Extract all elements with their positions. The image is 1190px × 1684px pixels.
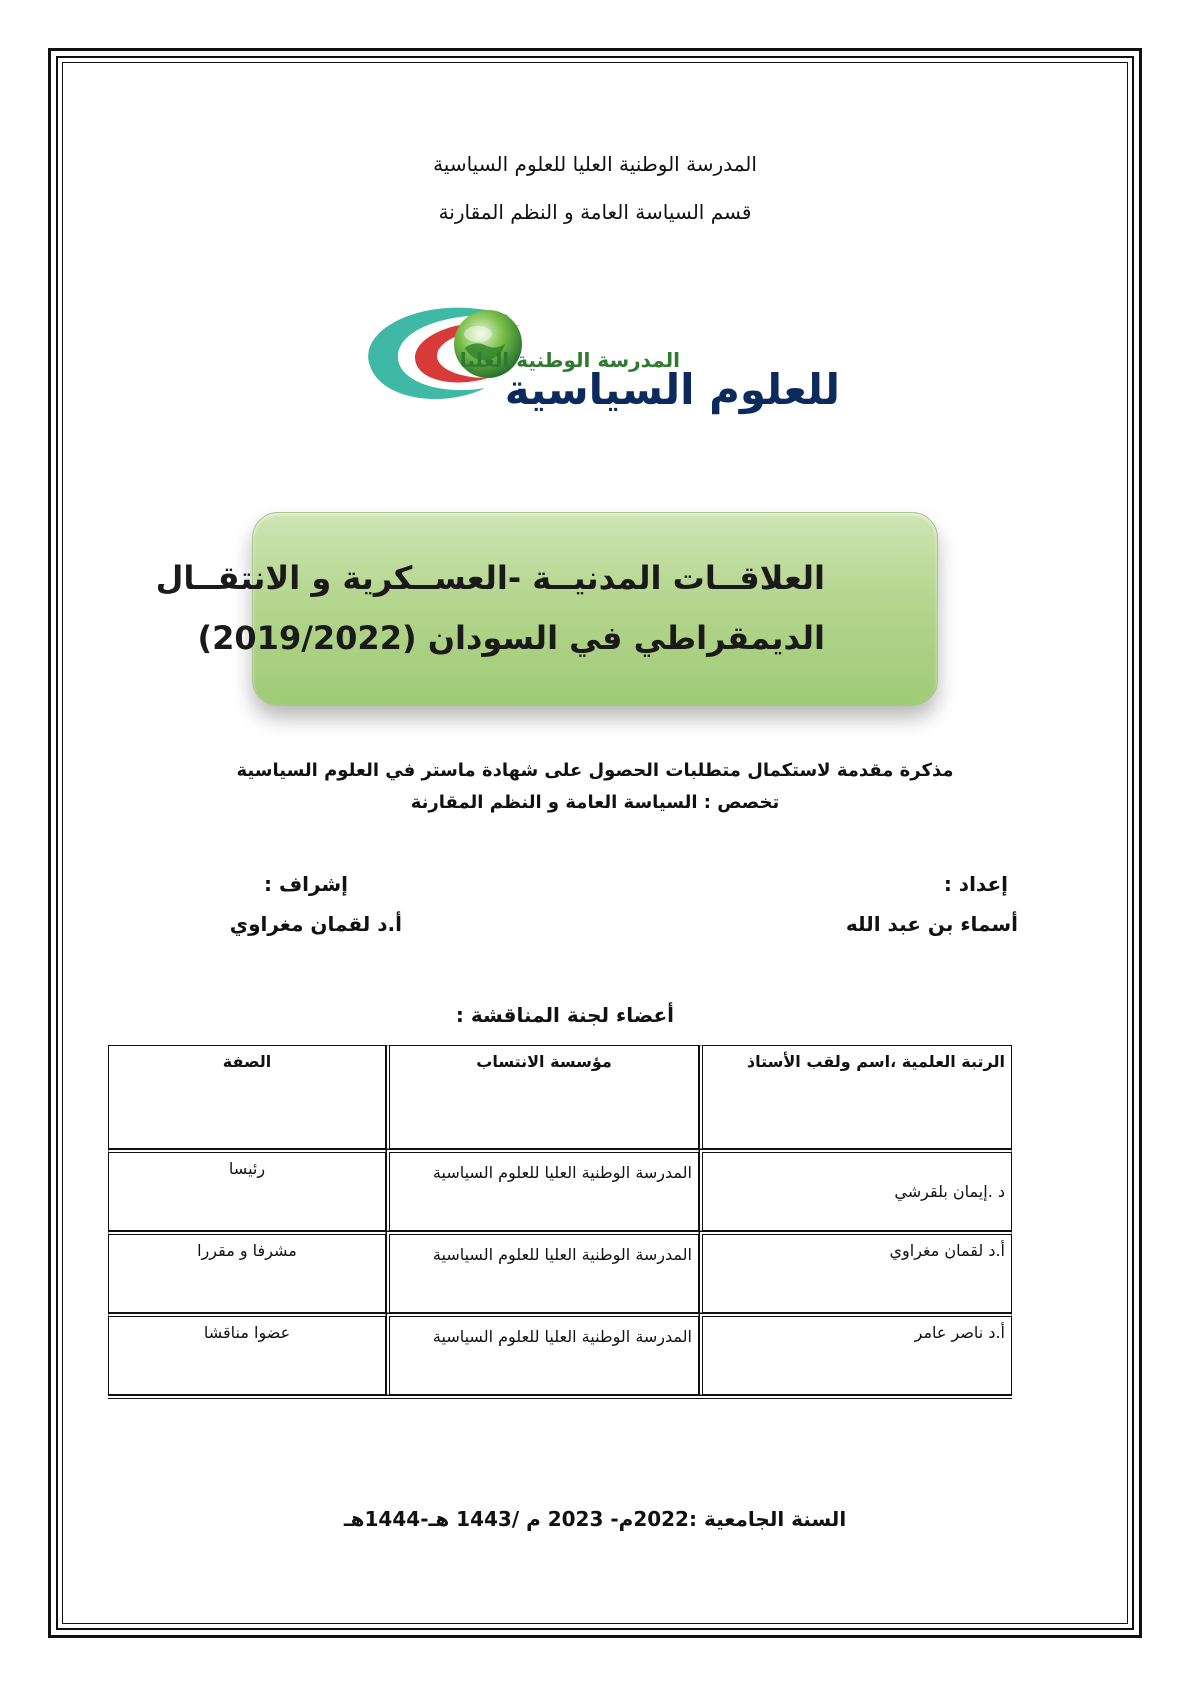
school-logo: [360, 296, 850, 416]
preparation-label: إعداد :: [943, 872, 1008, 896]
member-rank-name: أ.د ناصر عامر: [699, 1313, 1012, 1395]
member-institution: المدرسة الوطنية العليا للعلوم السياسية: [386, 1313, 699, 1395]
thesis-title-line-1: العلاقــات المدنيــة -العســكرية و الانتقــال: [155, 559, 825, 597]
column-header-institution: مؤسسة الانتساب: [386, 1045, 699, 1149]
member-institution: المدرسة الوطنية العليا للعلوم السياسية: [386, 1231, 699, 1313]
member-institution: المدرسة الوطنية العليا للعلوم السياسية: [386, 1149, 699, 1231]
logo-text-main: للعلوم السياسية: [504, 365, 840, 414]
table-row: [108, 1149, 1012, 1231]
table-row: [108, 1231, 1012, 1313]
student-name: أسماء بن عبد الله: [845, 912, 1018, 936]
member-rank-name: د .إيمان بلقرشي: [699, 1149, 1012, 1231]
column-header-rank-name: الرتبة العلمية ،اسم ولقب الأستاذ: [699, 1045, 1012, 1149]
member-role: رئيسا: [108, 1149, 386, 1231]
committee-title: أعضاء لجنة المناقشة :: [455, 1003, 674, 1027]
logo-text-top: المدرسة الوطنية العليا: [459, 348, 680, 372]
academic-year: السنة الجامعية :2022م- 2023 م /1443 هـ-1444هـ: [343, 1507, 847, 1531]
member-role: مشرفا و مقررا: [108, 1231, 386, 1313]
table-row: [108, 1313, 1012, 1395]
member-rank-name: أ.د لقمان مغراوي: [699, 1231, 1012, 1313]
supervisor-name: أ.د لقمان مغراوي: [229, 912, 402, 936]
column-header-role: الصفة: [108, 1045, 386, 1149]
memo-description: مذكرة مقدمة لاستكمال متطلبات الحصول على شهادة ماستر في العلوم السياسية: [236, 760, 954, 781]
department-name: قسم السياسة العامة و النظم المقارنة: [438, 200, 752, 224]
member-role: عضوا مناقشا: [108, 1313, 386, 1395]
specialization: تخصص : السياسة العامة و النظم المقارنة: [410, 792, 780, 813]
thesis-title-line-2: الديمقراطي في السودان (2019/2022): [197, 619, 825, 657]
thesis-title-box: [155, 512, 938, 706]
school-name: المدرسة الوطنية العليا للعلوم السياسية: [433, 152, 757, 176]
committee-table: [108, 1045, 1012, 1399]
table-header-row: [108, 1045, 1012, 1149]
supervision-label: إشراف :: [263, 872, 348, 896]
